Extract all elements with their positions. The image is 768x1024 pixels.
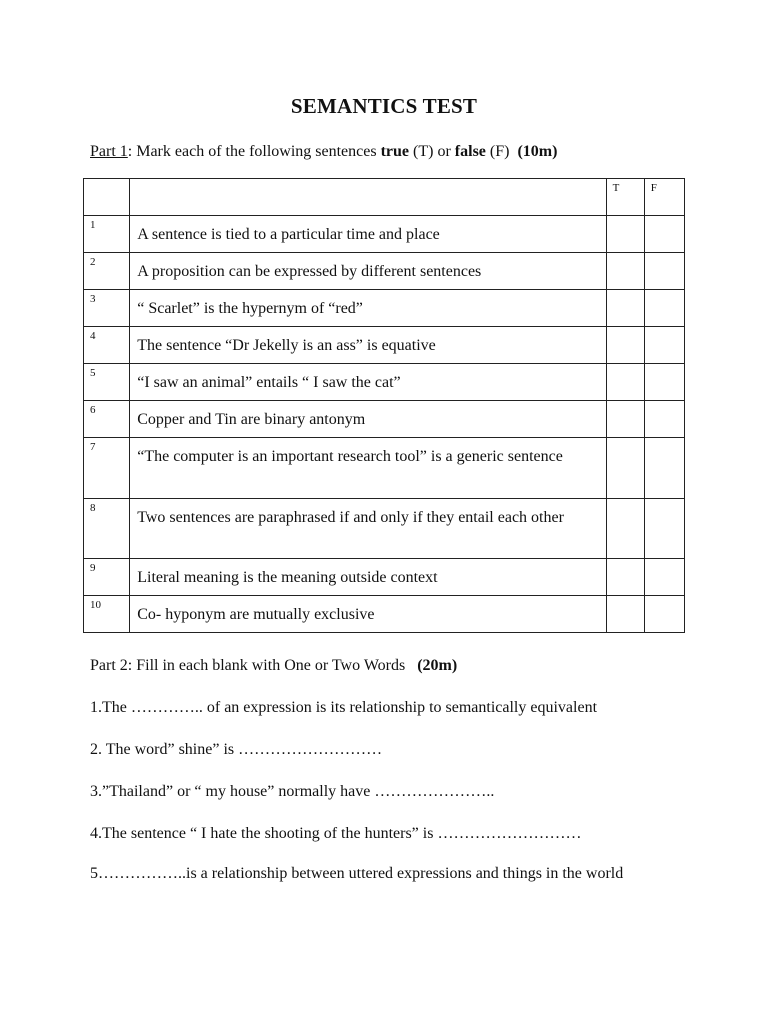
answer-f-cell[interactable] <box>644 499 684 559</box>
answer-f-cell[interactable] <box>644 253 684 290</box>
answer-t-cell[interactable] <box>606 364 644 401</box>
part1-text-c: (F) <box>485 143 518 160</box>
row-number: 7 <box>84 438 130 499</box>
row-number: 4 <box>84 327 130 364</box>
blank-item-2: 2. The word” shine” is ……………………… <box>90 741 383 758</box>
row-statement: The sentence “Dr Jekelly is an ass” is equative <box>130 327 606 364</box>
answer-f-cell[interactable] <box>644 327 684 364</box>
answer-f-cell[interactable] <box>644 364 684 401</box>
true-false-table <box>83 178 685 633</box>
table-row <box>84 364 685 401</box>
row-statement: Copper and Tin are binary antonym <box>130 401 606 438</box>
table-row <box>84 216 685 253</box>
row-statement: A sentence is tied to a particular time and place <box>130 216 606 253</box>
row-statement: “ Scarlet” is the hypernym of “red” <box>130 290 606 327</box>
header-t-cell: T <box>606 179 644 216</box>
answer-t-cell[interactable] <box>606 253 644 290</box>
row-statement: Literal meaning is the meaning outside context <box>130 559 606 596</box>
answer-t-cell[interactable] <box>606 216 644 253</box>
table-header-row <box>84 179 685 216</box>
row-statement: “The computer is an important research tool” is a generic sentence <box>130 438 606 499</box>
true-word: true <box>380 143 410 160</box>
answer-f-cell[interactable] <box>644 596 684 633</box>
header-statement-cell <box>130 179 606 216</box>
answer-t-cell[interactable] <box>606 401 644 438</box>
answer-f-cell[interactable] <box>644 401 684 438</box>
row-number: 3 <box>84 290 130 327</box>
answer-f-cell[interactable] <box>644 438 684 499</box>
part1-heading <box>90 143 557 161</box>
row-number: 6 <box>84 401 130 438</box>
answer-t-cell[interactable] <box>606 559 644 596</box>
answer-t-cell[interactable] <box>606 327 644 364</box>
blank-item-4: 4.The sentence “ I hate the shooting of the hunters” is ……………………… <box>90 825 582 842</box>
answer-t-cell[interactable] <box>606 290 644 327</box>
row-number: 9 <box>84 559 130 596</box>
row-number: 2 <box>84 253 130 290</box>
header-num-cell <box>84 179 130 216</box>
blank-item-3: 3.”Thailand” or “ my house” normally have ………………….. <box>90 783 495 800</box>
part1-text-a: : Mark each of the following sentences <box>127 143 381 160</box>
answer-t-cell[interactable] <box>606 438 644 499</box>
answer-t-cell[interactable] <box>606 596 644 633</box>
part2-heading <box>90 654 457 678</box>
row-number: 8 <box>84 499 130 559</box>
table-row <box>84 438 685 499</box>
part2-heading-text: Part 2: Fill in each blank with One or Two Words <box>90 657 418 674</box>
table-row <box>84 253 685 290</box>
answer-t-cell[interactable] <box>606 499 644 559</box>
table-row <box>84 499 685 559</box>
table-row <box>84 327 685 364</box>
false-word: false <box>454 143 486 160</box>
part1-text-b: (T) or <box>409 143 455 160</box>
header-f-cell: F <box>644 179 684 216</box>
row-statement: Two sentences are paraphrased if and only if they entail each other <box>130 499 606 559</box>
table-row <box>84 401 685 438</box>
blank-item-1: 1.The ………….. of an expression is its relationship to semantically equivalent <box>90 699 598 716</box>
row-statement: “I saw an animal” entails “ I saw the cat” <box>130 364 606 401</box>
row-number: 1 <box>84 216 130 253</box>
answer-f-cell[interactable] <box>644 559 684 596</box>
row-statement: A proposition can be expressed by different sentences <box>130 253 606 290</box>
blank-item-5: 5……………..is a relationship between uttered expressions and things in the world <box>90 865 624 882</box>
part2-marks: (20m) <box>417 657 458 674</box>
page-title: SEMANTICS TEST <box>290 94 478 118</box>
answer-f-cell[interactable] <box>644 216 684 253</box>
answer-f-cell[interactable] <box>644 290 684 327</box>
part1-marks: (10m) <box>517 143 558 160</box>
table-row <box>84 596 685 633</box>
row-number: 10 <box>84 596 130 633</box>
table-row <box>84 290 685 327</box>
part1-label: Part 1 <box>90 143 128 160</box>
row-number: 5 <box>84 364 130 401</box>
row-statement: Co- hyponym are mutually exclusive <box>130 596 606 633</box>
table-row <box>84 559 685 596</box>
